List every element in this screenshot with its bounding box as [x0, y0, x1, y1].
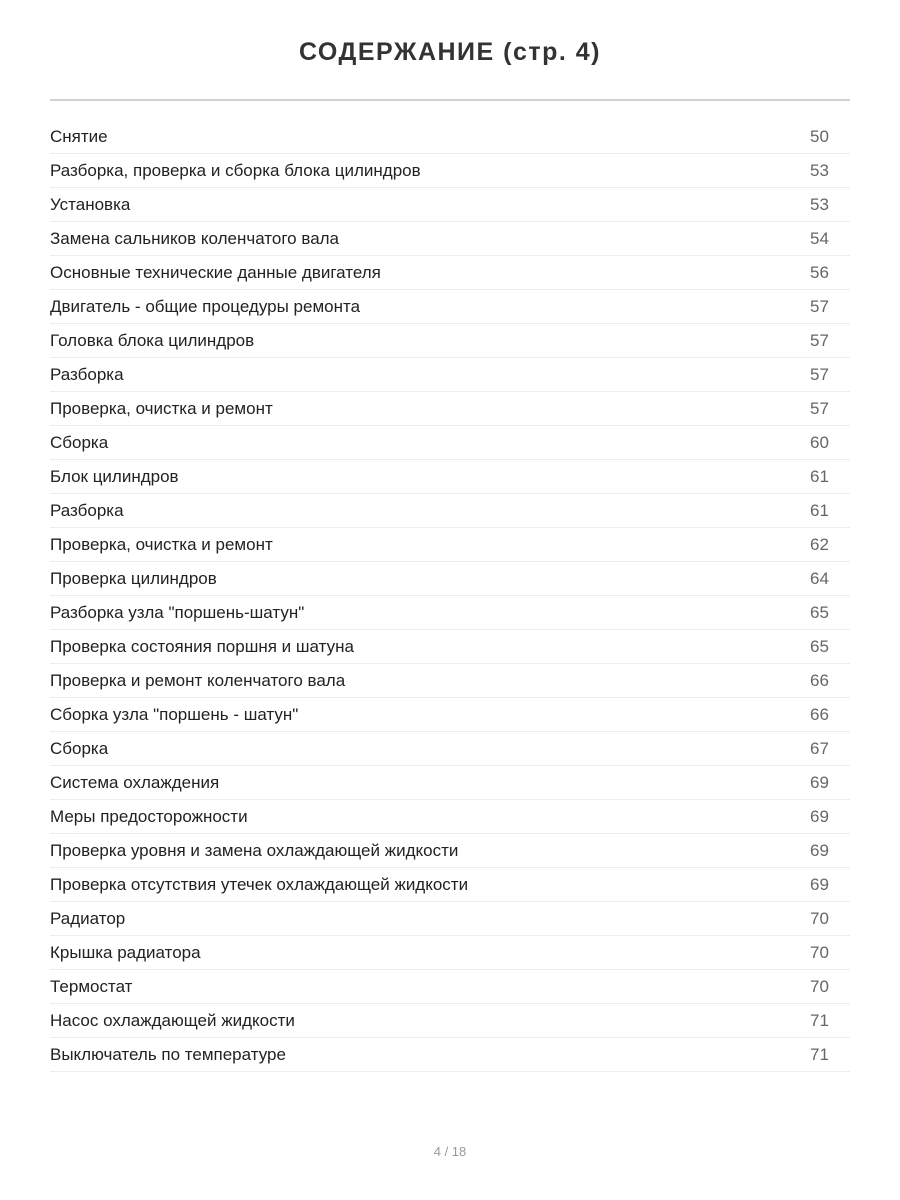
toc-entry-page-number: 56 [810, 262, 829, 282]
toc-entry-title: Проверка состояния поршня и шатуна [50, 636, 354, 656]
toc-entry-page-number: 60 [810, 432, 829, 452]
toc-entry[interactable] [50, 596, 850, 630]
toc-entry[interactable] [50, 120, 850, 154]
toc-entry[interactable] [50, 222, 850, 256]
toc-entry-title: Проверка уровня и замена охлаждающей жидкости [50, 840, 459, 860]
toc-entry-title: Система охлаждения [50, 772, 220, 792]
toc-entry-title: Насос охлаждающей жидкости [50, 1010, 295, 1030]
toc-entry[interactable] [50, 528, 850, 562]
toc-entry-page-number: 61 [810, 500, 829, 520]
toc-entry-title: Сборка узла "поршень - шатун" [50, 704, 299, 724]
toc-entry-title: Проверка и ремонт коленчатого вала [50, 670, 346, 690]
toc-entry-page-number: 50 [810, 126, 829, 146]
page-counter: 4 / 18 [433, 1144, 467, 1159]
toc-entry-title: Замена сальников коленчатого вала [50, 228, 340, 248]
toc-entry[interactable] [50, 256, 850, 290]
toc-entry-title: Сборка [50, 738, 109, 758]
toc-entry[interactable] [50, 766, 850, 800]
toc-entry-title: Головка блока цилиндров [50, 330, 255, 350]
toc-entry-page-number: 69 [810, 772, 829, 792]
toc-entry-title: Двигатель - общие процедуры ремонта [50, 296, 361, 316]
toc-entry-title: Снятие [50, 126, 108, 146]
toc-entry-title: Сборка [50, 432, 109, 452]
toc-entry-page-number: 67 [810, 738, 829, 758]
toc-entry[interactable] [50, 494, 850, 528]
toc-entry-page-number: 70 [810, 976, 829, 996]
toc-entry-page-number: 65 [810, 602, 829, 622]
toc-entry-page-number: 69 [810, 840, 829, 860]
toc-entry-page-number: 71 [810, 1044, 829, 1064]
toc-entry[interactable] [50, 188, 850, 222]
toc-entry-page-number: 70 [810, 942, 829, 962]
toc-entry-title: Меры предосторожности [50, 806, 248, 826]
toc-entry[interactable] [50, 290, 850, 324]
table-of-contents [50, 120, 850, 1072]
toc-entry-title: Разборка, проверка и сборка блока цилиндров [50, 160, 421, 180]
toc-entry[interactable] [50, 732, 850, 766]
toc-entry-page-number: 53 [810, 194, 829, 214]
toc-entry-page-number: 65 [810, 636, 829, 656]
toc-entry-title: Разборка [50, 364, 124, 384]
toc-entry-title: Крышка радиатора [50, 942, 201, 962]
toc-entry-title: Разборка узла "поршень-шатун" [50, 602, 305, 622]
toc-entry-page-number: 57 [810, 364, 829, 384]
toc-entry-page-number: 57 [810, 296, 829, 316]
toc-entry-title: Проверка, очистка и ремонт [50, 534, 273, 554]
toc-entry[interactable] [50, 970, 850, 1004]
toc-entry-title: Разборка [50, 500, 124, 520]
toc-entry-title: Радиатор [50, 908, 126, 928]
toc-entry-page-number: 69 [810, 874, 829, 894]
toc-entry[interactable] [50, 630, 850, 664]
toc-entry[interactable] [50, 800, 850, 834]
toc-entry-page-number: 57 [810, 330, 829, 350]
toc-entry-title: Проверка, очистка и ремонт [50, 398, 273, 418]
toc-entry-page-number: 57 [810, 398, 829, 418]
toc-entry-title: Проверка отсутствия утечек охлаждающей жидкости [50, 874, 469, 894]
toc-entry-title: Блок цилиндров [50, 466, 179, 486]
toc-entry[interactable] [50, 154, 850, 188]
toc-entry[interactable] [50, 562, 850, 596]
toc-entry-page-number: 70 [810, 908, 829, 928]
toc-entry-page-number: 62 [810, 534, 829, 554]
toc-entry-page-number: 53 [810, 160, 829, 180]
toc-entry[interactable] [50, 936, 850, 970]
toc-entry[interactable] [50, 664, 850, 698]
toc-entry-title: Выключатель по температуре [50, 1044, 286, 1064]
toc-entry-title: Проверка цилиндров [50, 568, 217, 588]
toc-entry[interactable] [50, 324, 850, 358]
toc-entry[interactable] [50, 834, 850, 868]
toc-entry-page-number: 61 [810, 466, 829, 486]
toc-entry-title: Термостат [50, 976, 133, 996]
toc-entry[interactable] [50, 392, 850, 426]
toc-entry-page-number: 69 [810, 806, 829, 826]
toc-entry[interactable] [50, 1004, 850, 1038]
toc-entry[interactable] [50, 1038, 850, 1072]
toc-entry-page-number: 64 [810, 568, 829, 588]
page-title: СОДЕРЖАНИЕ (стр. 4) [298, 38, 602, 66]
toc-entry-page-number: 66 [810, 704, 829, 724]
toc-entry[interactable] [50, 426, 850, 460]
toc-entry[interactable] [50, 358, 850, 392]
toc-entry-page-number: 54 [810, 228, 829, 248]
toc-entry[interactable] [50, 698, 850, 732]
title-divider [50, 99, 850, 101]
toc-entry-page-number: 71 [810, 1010, 829, 1030]
toc-entry-page-number: 66 [810, 670, 829, 690]
toc-entry[interactable] [50, 460, 850, 494]
toc-entry[interactable] [50, 902, 850, 936]
toc-entry-title: Установка [50, 194, 131, 214]
toc-entry[interactable] [50, 868, 850, 902]
toc-entry-title: Основные технические данные двигателя [50, 262, 381, 282]
